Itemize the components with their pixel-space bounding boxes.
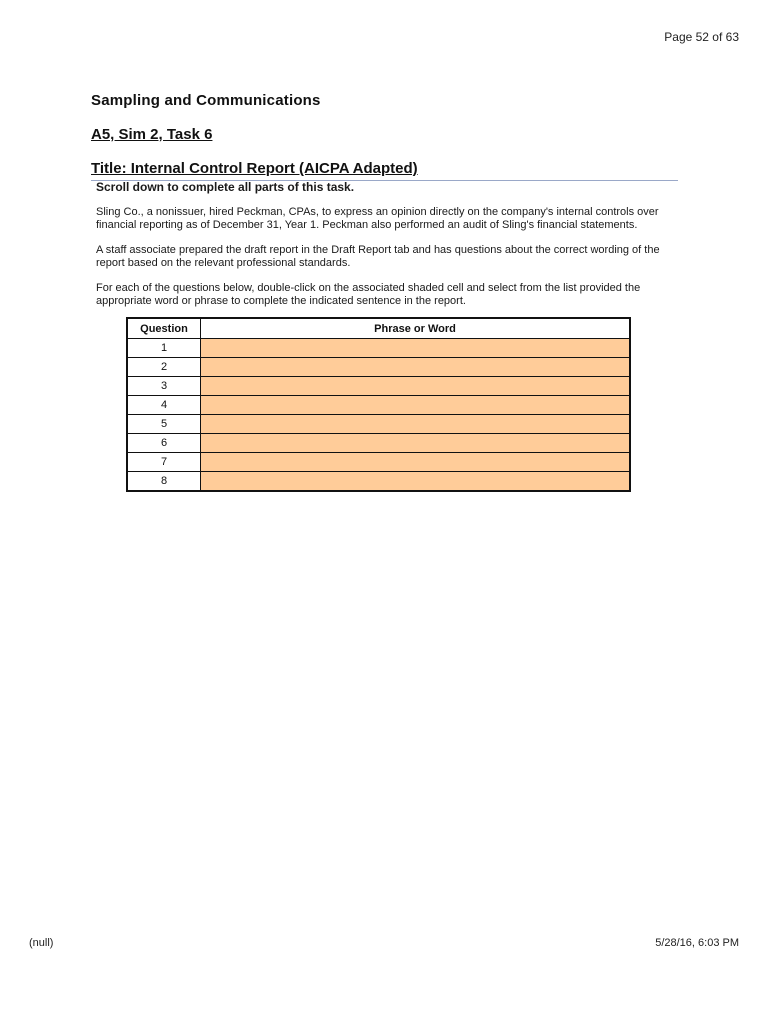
question-number: 1	[127, 339, 201, 358]
task-heading: A5, Sim 2, Task 6	[91, 126, 213, 143]
answer-cell[interactable]	[201, 415, 631, 434]
question-number: 5	[127, 415, 201, 434]
task-content	[96, 181, 666, 320]
table-row	[127, 453, 630, 472]
column-header-phrase: Phrase or Word	[201, 318, 631, 339]
table-row	[127, 377, 630, 396]
table-row	[127, 415, 630, 434]
footer-timestamp: 5/28/16, 6:03 PM	[655, 937, 739, 949]
table-row	[127, 339, 630, 358]
answer-cell[interactable]	[201, 339, 631, 358]
question-number: 7	[127, 453, 201, 472]
answer-cell[interactable]	[201, 377, 631, 396]
paragraph-engagement: Sling Co., a nonissuer, hired Peckman, CPAs, to express an opinion directly on the company's internal controls over financial reporting as of December 31, Year 1. Peckman also performed an audit of Sling's financial statements.	[96, 206, 659, 231]
column-header-question: Question	[127, 318, 201, 339]
question-number: 4	[127, 396, 201, 415]
answer-cell[interactable]	[201, 472, 631, 492]
answer-cell[interactable]	[201, 396, 631, 415]
footer-source: (null)	[29, 937, 54, 949]
section-heading: Sampling and Communications	[91, 92, 321, 109]
task-title: Title: Internal Control Report (AICPA Adapted)	[91, 160, 418, 177]
question-number: 6	[127, 434, 201, 453]
answer-table	[126, 317, 631, 492]
table-row	[127, 434, 630, 453]
paragraph-draft-report: A staff associate prepared the draft report in the Draft Report tab and has questions about the correct wording of the report based on the relevant professional standards.	[96, 244, 660, 269]
table-row	[127, 472, 630, 492]
question-number: 3	[127, 377, 201, 396]
page-number: Page 52 of 63	[664, 30, 739, 44]
answer-cell[interactable]	[201, 358, 631, 377]
answer-cell[interactable]	[201, 434, 631, 453]
question-number: 2	[127, 358, 201, 377]
scroll-instruction: Scroll down to complete all parts of this task.	[96, 180, 355, 194]
table-row	[127, 396, 630, 415]
table-row	[127, 358, 630, 377]
table-header-row	[127, 318, 630, 339]
paragraph-directions: For each of the questions below, double-click on the associated shaded cell and select from the list provided the appropriate word or phrase to complete the indicated sentence in the report.	[96, 282, 641, 307]
question-number: 8	[127, 472, 201, 492]
answer-cell[interactable]	[201, 453, 631, 472]
